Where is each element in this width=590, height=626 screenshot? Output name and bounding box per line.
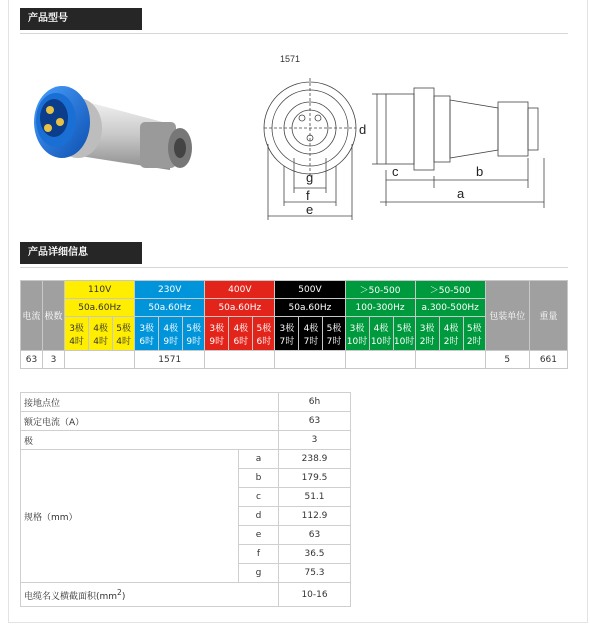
spec-value: 179.5 — [279, 469, 351, 488]
row-400 — [205, 351, 275, 369]
parameter-table — [20, 392, 351, 607]
spec-key: d — [239, 507, 279, 526]
freq-hf2: a.300-500Hz — [415, 299, 485, 317]
freq-110: 50a.60Hz — [65, 299, 135, 317]
pole-cell: 4极 10时 — [369, 317, 393, 351]
spec-key: b — [239, 469, 279, 488]
voltage-spec-table — [20, 280, 568, 369]
poles-value: 3 — [279, 431, 351, 450]
pole-cell: 3极 2时 — [415, 317, 439, 351]
row-110 — [65, 351, 135, 369]
voltage-500: 500V — [275, 281, 345, 299]
spec-key: g — [239, 564, 279, 583]
freq-hf1: 100-300Hz — [345, 299, 415, 317]
pole-cell: 3极 7时 — [275, 317, 299, 351]
spec-value: 51.1 — [279, 488, 351, 507]
cable-label: 电缆名义横截面积$(mm^2)$ — [21, 583, 279, 607]
spec-value: 75.3 — [279, 564, 351, 583]
voltage-hf1: ＞50-500 — [345, 281, 415, 299]
freq-400: 50a.60Hz — [205, 299, 275, 317]
pole-cell: 5极 4时 — [113, 317, 135, 351]
dim-f: f — [306, 188, 310, 203]
voltage-230: 230V — [135, 281, 205, 299]
spec-value: 238.9 — [279, 450, 351, 469]
spec-value: 112.9 — [279, 507, 351, 526]
pole-cell: 3极 6时 — [135, 317, 159, 351]
dim-c: c — [392, 164, 399, 179]
voltage-hf2: ＞50-500 — [415, 281, 485, 299]
dim-b: b — [476, 164, 484, 179]
header-pack: 包装单位 — [485, 281, 529, 351]
header-current: 电流 — [21, 281, 43, 351]
freq-230: 50a.60Hz — [135, 299, 205, 317]
dim-e: e — [306, 202, 314, 217]
pole-cell: 3极 4时 — [65, 317, 89, 351]
spec-key: a — [239, 450, 279, 469]
spec-key: e — [239, 526, 279, 545]
current-value: 63 — [279, 412, 351, 431]
row-hf2 — [415, 351, 485, 369]
pole-cell: 5极 7时 — [323, 317, 345, 351]
row-230: 1571 — [135, 351, 205, 369]
header-poles: 极数 — [43, 281, 65, 351]
pole-cell: 4极 2时 — [439, 317, 463, 351]
spec-key: c — [239, 488, 279, 507]
divider — [20, 267, 568, 268]
pole-cell: 5极 2时 — [463, 317, 485, 351]
row-weight: 661 — [529, 351, 567, 369]
pole-cell: 5极 10时 — [393, 317, 415, 351]
cable-value: 10-16 — [279, 583, 351, 607]
row-500 — [275, 351, 345, 369]
pole-cell: 3极 10时 — [345, 317, 369, 351]
earth-label: 接地点位 — [21, 393, 279, 412]
dim-d: d — [359, 122, 367, 137]
spec-value: 63 — [279, 526, 351, 545]
voltage-110: 110V — [65, 281, 135, 299]
section-title-detail: 产品详细信息 — [20, 242, 142, 264]
voltage-400: 400V — [205, 281, 275, 299]
dimension-drawing — [262, 48, 564, 226]
freq-500: 50a.60Hz — [275, 299, 345, 317]
spec-value: 36.5 — [279, 545, 351, 564]
pole-cell: 4极 4时 — [89, 317, 113, 351]
row-hf1 — [345, 351, 415, 369]
row-pack: 5 — [485, 351, 529, 369]
pole-cell: 3极 9时 — [205, 317, 229, 351]
row-poles: 3 — [43, 351, 65, 369]
poles-label: 极 — [21, 431, 279, 450]
earth-value: 6h — [279, 393, 351, 412]
pole-cell: 5极 6时 — [253, 317, 275, 351]
pole-cell: 4极 7时 — [299, 317, 323, 351]
dim-g: g — [306, 170, 314, 185]
current-label: 额定电流（A） — [21, 412, 279, 431]
product-photo — [20, 72, 198, 188]
dim-a: a — [457, 186, 465, 201]
section-title-model: 产品型号 — [20, 8, 142, 30]
row-current: 63 — [21, 351, 43, 369]
spec-key: f — [239, 545, 279, 564]
pole-cell: 4极 9时 — [159, 317, 183, 351]
divider — [20, 33, 568, 34]
pole-cell: 4极 6时 — [229, 317, 253, 351]
header-weight: 重量 — [529, 281, 567, 351]
pole-cell: 5极 9时 — [183, 317, 205, 351]
spec-label: 规格（mm） — [21, 450, 239, 583]
model-number: 1571 — [280, 54, 301, 64]
